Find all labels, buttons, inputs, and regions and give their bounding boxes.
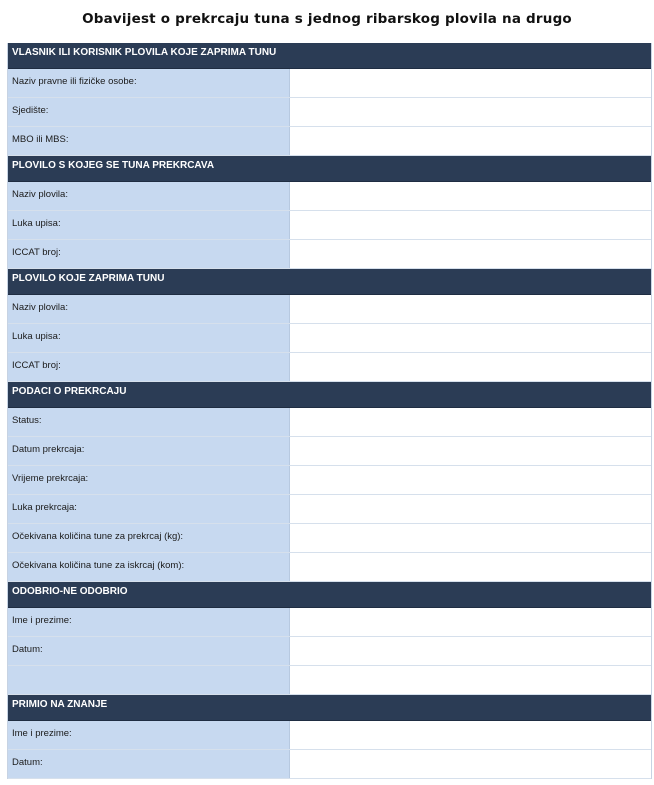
acknowledger-name-input[interactable] — [290, 721, 651, 749]
form-row — [8, 98, 651, 127]
section-header-approval: ODOBRIO-NE ODOBRIO — [8, 582, 651, 608]
field-label: Ime i prezime: — [8, 608, 290, 636]
form-row — [8, 466, 651, 495]
field-label: Luka upisa: — [8, 211, 290, 239]
form-row — [8, 721, 651, 750]
status-input[interactable] — [290, 408, 651, 436]
section-header-source-vessel: PLOVILO S KOJEG SE TUNA PREKRCAVA — [8, 156, 651, 182]
form-row — [8, 495, 651, 524]
approval-date-input[interactable] — [290, 637, 651, 665]
notification-form — [7, 43, 652, 779]
section-header-receiving-vessel: PLOVILO KOJE ZAPRIMA TUNU — [8, 269, 651, 295]
form-row — [8, 324, 651, 353]
expected-quantity-pcs-input[interactable] — [290, 553, 651, 581]
source-vessel-name-input[interactable] — [290, 182, 651, 210]
field-label: Luka upisa: — [8, 324, 290, 352]
receiving-vessel-port-input[interactable] — [290, 324, 651, 352]
field-label: Status: — [8, 408, 290, 436]
form-row — [8, 240, 651, 269]
acknowledgement-date-input[interactable] — [290, 750, 651, 778]
transshipment-time-input[interactable] — [290, 466, 651, 494]
transshipment-port-input[interactable] — [290, 495, 651, 523]
field-label: Sjedište: — [8, 98, 290, 126]
field-label: ICCAT broj: — [8, 353, 290, 381]
field-label: Datum: — [8, 750, 290, 778]
section-header-transshipment-data: PODACI O PREKRCAJU — [8, 382, 651, 408]
transshipment-date-input[interactable] — [290, 437, 651, 465]
field-label: ICCAT broj: — [8, 240, 290, 268]
source-vessel-iccat-input[interactable] — [290, 240, 651, 268]
form-row — [8, 666, 651, 695]
owner-seat-input[interactable] — [290, 98, 651, 126]
field-label: Datum: — [8, 637, 290, 665]
field-label: Naziv plovila: — [8, 295, 290, 323]
form-row — [8, 69, 651, 98]
field-label: Vrijeme prekrcaja: — [8, 466, 290, 494]
receiving-vessel-name-input[interactable] — [290, 295, 651, 323]
field-label: MBO ili MBS: — [8, 127, 290, 155]
field-label: Ime i prezime: — [8, 721, 290, 749]
form-row — [8, 295, 651, 324]
receiving-vessel-iccat-input[interactable] — [290, 353, 651, 381]
approver-name-input[interactable] — [290, 608, 651, 636]
form-row — [8, 637, 651, 666]
field-label: Luka prekrcaja: — [8, 495, 290, 523]
form-row — [8, 524, 651, 553]
field-label: Očekivana količina tune za prekrcaj (kg): — [8, 524, 290, 552]
form-row — [8, 182, 651, 211]
form-row — [8, 553, 651, 582]
form-row — [8, 750, 651, 779]
approval-signature-input[interactable] — [290, 666, 651, 694]
form-row — [8, 608, 651, 637]
expected-quantity-kg-input[interactable] — [290, 524, 651, 552]
form-row — [8, 408, 651, 437]
field-label: Datum prekrcaja: — [8, 437, 290, 465]
section-header-acknowledged: PRIMIO NA ZNANJE — [8, 695, 651, 721]
owner-mbo-input[interactable] — [290, 127, 651, 155]
source-vessel-port-input[interactable] — [290, 211, 651, 239]
field-label: Naziv pravne ili fizičke osobe: — [8, 69, 290, 97]
page-title: Obavijest o prekrcaju tuna s jednog ribarskog plovila na drugo — [82, 11, 572, 27]
field-label — [8, 666, 290, 694]
form-row — [8, 353, 651, 382]
owner-name-input[interactable] — [290, 69, 651, 97]
field-label: Naziv plovila: — [8, 182, 290, 210]
field-label: Očekivana količina tune za iskrcaj (kom): — [8, 553, 290, 581]
form-row — [8, 127, 651, 156]
form-row — [8, 437, 651, 466]
form-row — [8, 211, 651, 240]
section-header-vlasnik: VLASNIK ILI KORISNIK PLOVILA KOJE ZAPRIMA TUNU — [8, 43, 651, 69]
